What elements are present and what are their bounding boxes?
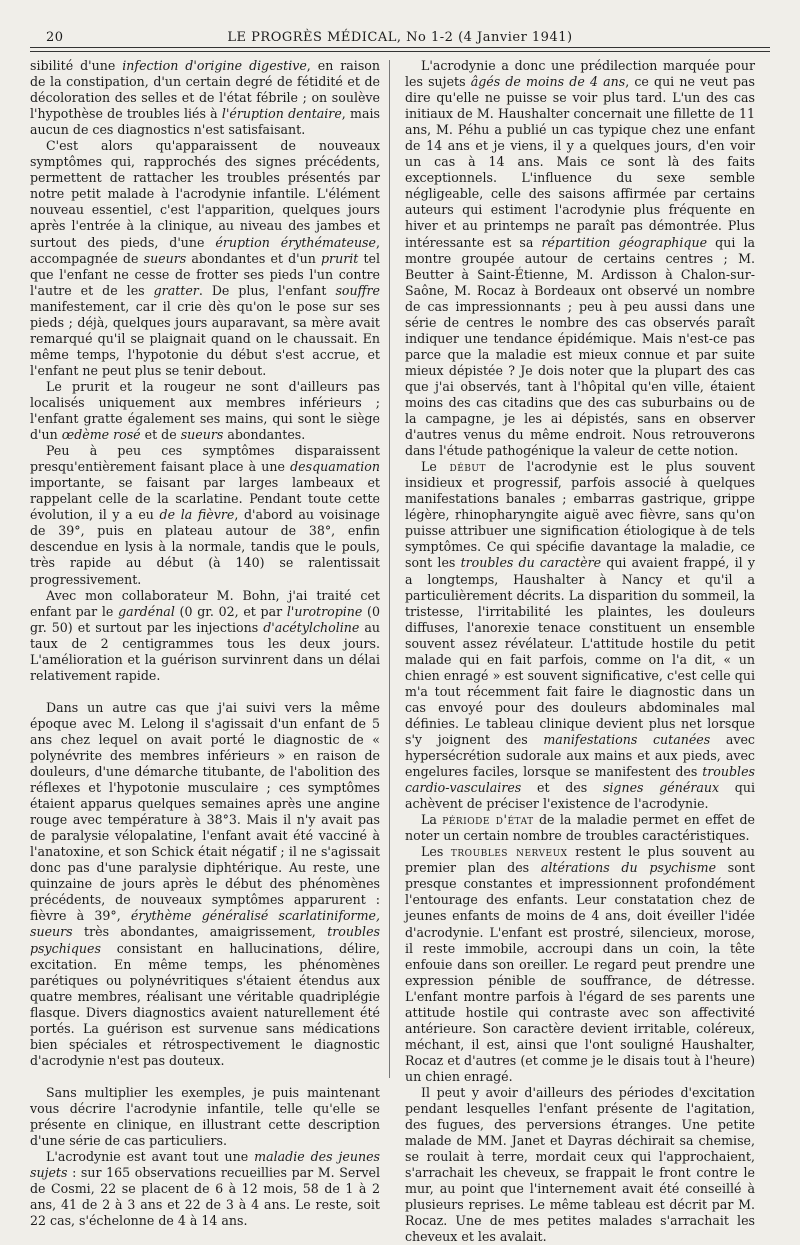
text-run: restent le plus souvent au premier plan des (405, 844, 755, 876)
text-run: Il peut y avoir d'ailleurs des périodes d'excitation pendant lesquelles l'enfant présente de l'agitation, des fugues, des perversions étranges. Une petite malade de MM. Janet et Dayras déchirait sa chemise, se roulait à terre, mordait ceux qui l'approchaient, s'arrachait les cheveux, se frappait le front contre le mur, au point que l'internement avait été conseillé à plusieurs reprises. Le même tableau est décrit par M. Rocaz. Une de mes petites malades s'arrachait les cheveux et les avalait. (405, 1085, 755, 1245)
italic-term: infection d'origine digestive (122, 58, 307, 73)
text-run: C'est alors qu'apparaissent de nouveaux symptômes qui, rapprochés des signes précédents, permettent de rattacher les troubles présentés par notre petit malade à l'acrodynie infantile. L'élément nouveau essentiel, c'est l'apparition, quelques jours après l'entrée à la clinique, au niveau des jambes et surtout des pieds, d'une (30, 138, 380, 250)
italic-term: d'acétylcholine (263, 619, 360, 635)
header-rule-top (30, 47, 770, 48)
italic-term: érythème généralisé scarlatiniforme, sueurs (30, 908, 380, 940)
text-run: , d'abord au voisinage de 39°, puis en plateau autour de 38°, enfin descendue en lysis à la normale, tandis que le pouls, très rapide au début (à 140) se ralentissait progressivement. (30, 507, 380, 587)
text-run: (0 gr. 50) et surtout par les injections (30, 603, 380, 635)
text-run: sont presque constantes et impressionnent profondément l'entourage des enfants. Leur constatation chez de jeunes enfants de moins de 4 ans, doit éveiller l'idée d'acrodynie. L'enfant est prostré, silencieux, morose, il reste immobile, accroupi dans un coin, la tête enfouie dans son oreiller. Le regard peut prendre une expression pénible de souffrance, de détresse. L'enfant montre parfois à l'égard de ses parents une attitude hostile qui contraste avec son affectivité antérieure. Son caractère devient irritable, coléreux, méchant, il est, ainsi que l'ont souligné Haushalter, Rocaz et d'autres (et comme je le disais tout à l'heure) un chien enragé. (405, 860, 755, 1084)
running-title: LE PROGRÈS MÉDICAL, No 1-2 (4 Janvier 1941) (227, 30, 573, 45)
text-run: Dans un autre cas que j'ai suivi vers la même époque avec M. Lelong il s'agissait d'un enfant de 5 ans chez lequel on avait porté le diagnostic de « polynévrite des membres inférieurs » en raison de douleurs, d'une démarche titubante, de l'abolition des réflexes et l'hypotonie musculaire ; ces symptômes étaient apparus quelques semaines après une angine rouge avec température à 38°3. Mais il n'y avait pas de paralysie vélopalatine, l'enfant avait été vacciné à l'anatoxine, et son Schick était négatif ; il ne s'agissait donc pas d'une paralysie diphtérique. Au reste, une quinzaine de jours après le début des phénomènes précédents, de nouveaux symptômes apparurent : fièvre à 39°, (30, 699, 380, 924)
right-column (405, 58, 755, 1245)
text-run: au taux de 2 centigrammes tous les deux jours. L'amélioration et la guérison survinrent dans un délai relativement rapide. (30, 619, 380, 683)
text-run: sibilité d'une (30, 58, 123, 73)
text-run: : sur 165 observations recueillies par M. Servel de Cosmi, 22 se placent de 6 à 12 mois, 58 de 1 à 2 ans, 41 de 2 à 3 ans et 22 de 3 à 4 ans. Le reste, soit 22 cas, s'échelonne de 4 à 14 ans. (30, 1165, 380, 1229)
paragraph (30, 58, 380, 138)
italic-term: gratter (153, 282, 199, 298)
italic-term: de la fièvre (159, 507, 235, 523)
left-column (30, 58, 380, 1229)
text-run: . De plus, l'enfant (198, 282, 336, 298)
italic-term: maladie des jeunes sujets (30, 1149, 380, 1181)
text-run: de la maladie permet en effet de noter un certain nombre de troubles caractéristiques. (405, 812, 755, 844)
paragraph (405, 459, 755, 812)
italic-term: desquamation (290, 459, 380, 475)
italic-term: éruption érythémateuse (215, 234, 376, 250)
text-run: Peu à peu ces symptômes disparaissent presqu'entièrement faisant place à une (30, 443, 380, 475)
text-run: (0 gr. 02, et par (174, 603, 287, 619)
text-run: abondantes. (223, 427, 306, 443)
italic-term: l'éruption dentaire (221, 106, 342, 122)
text-run: de l'acrodynie est le plus souvent insidieux et progressif, parfois associé à quelques manifestations banales ; embarras gastrique, grippe légère, rhinopharyngite aiguë avec fièvre, sans qu'on puisse attribuer une signification étiologique à de tels symptômes. Ce qui spécifie davantage la maladie, ce sont les (405, 459, 755, 571)
paragraph (30, 1085, 380, 1149)
text-run: Sans multiplier les exemples, je puis maintenant vous décrire l'acrodynie infantile, telle qu'elle se présente en clinique, en illustrant cette description d'une série de cas particuliers. (30, 1084, 380, 1149)
text-run: et des (521, 780, 603, 796)
text-run: Les (421, 844, 451, 860)
italic-term: manifestations cutanées (543, 731, 711, 747)
text-run: , en raison de la constipation, d'un certain degré de fétidité et de décoloration des selles et de l'état fébrile ; on soulève l'hypothèse de troubles liés à (30, 58, 380, 122)
text-run: , ce qui ne veut pas dire qu'elle ne puisse se voir plus tard. L'un des cas initiaux de M. Haushalter concernait une fillette de 11 ans, M. Péhu a publié un cas typique chez une enfant de 14 ans et je viens, il y a quelques jours, d'en voir un cas à 14 ans. Mais ce sont là des faits exceptionnels. L'influence du sexe semble négligeable, celle des saisons affirmée par certains auteurs qui estiment l'acrodynie plus fréquente en hiver et au printemps ne paraît pas démontrée. Plus intéressante est sa (405, 74, 756, 250)
italic-term: sueurs (180, 427, 224, 443)
text-run: tel que l'enfant ne cesse de frotter ses pieds l'un contre l'autre et de les (30, 250, 381, 298)
text-run: Avec mon collaborateur M. Bohn, j'ai traité cet enfant par le (30, 587, 380, 619)
italic-term: prurit (321, 250, 359, 266)
italic-term: souffre (335, 282, 380, 298)
paragraph (30, 700, 380, 1069)
text-run: L'acrodynie a donc une prédilection marquée pour les sujets (405, 58, 755, 90)
paragraph (30, 379, 380, 443)
text-run: avec hypersécrétion sudorale aux mains et aux pieds, avec engelures faciles, lorsque se manifestent des (405, 731, 755, 780)
italic-term: troubles cardio-vasculaires (405, 764, 755, 796)
text-run: très abondantes, amaigrissement, (72, 924, 328, 940)
page-header (30, 28, 770, 48)
paragraph (30, 443, 380, 587)
text-run: Le (421, 459, 450, 475)
italic-term: sueurs (143, 250, 187, 266)
small-caps-heading: troubles nerveux (450, 844, 568, 860)
italic-term: altérations du psychisme (540, 860, 717, 876)
italic-term: signes généraux (602, 780, 720, 796)
text-run: qui achèvent de préciser l'existence de l'acrodynie. (405, 780, 755, 812)
text-run: consistant en hallucinations, délire, excitation. En même temps, les phénomènes parétiques ou polynévritiques s'étaient étendus aux quatre membres, réalisant une véritable quadriplégie flasque. Divers diagnostics avaient naturellement été portés. La guérison est survenue sans médications bien spéciales et rétrospectivement le diagnostic d'acrodynie n'est pas douteux. (30, 940, 380, 1068)
italic-term: œdème rosé (61, 427, 141, 443)
italic-term: âgés de moins de 4 ans (470, 74, 626, 90)
paragraph (405, 844, 755, 1085)
text-run: et de (140, 427, 181, 443)
text-run: , accompagnée de (30, 234, 380, 266)
text-run: La (421, 812, 443, 828)
text-run: L'acrodynie est avant tout une (46, 1149, 255, 1165)
text-run: manifestement, car il crie dès qu'on le pose sur ses pieds ; déjà, quelques jours auparavant, sa mère avait remarqué qu'il se plaignait quand on le chaussait. En même temps, l'hypotonie du début s'est accrue, et l'enfant ne peut plus se tenir debout. (30, 298, 380, 378)
text-run: qui la montre groupée autour de certains centres ; M. Beutter à Saint-Étienne, M. Ardisson à Chalon-sur-Saône, M. Rocaz à Bordeaux ont observé un nombre de cas impressionnants ; peu à peu aussi dans une série de centres le nombre des cas observés paraît indiquer une tendance épidémique. Mais n'est-ce pas parce que la maladie est mieux connue et par suite mieux dépistée ? Je dois noter que la plupart des cas que j'ai observés, tant à l'hôpital qu'en ville, étaient moins des cas citadins que des cas suburbains ou de la campagne, je les ai dépistés, sans en observer d'autres venus du même endroit. Nous retrouverons dans l'étude pathogénique la valeur de cette notion. (405, 234, 755, 459)
paragraph (405, 812, 755, 844)
italic-term: gardénal (118, 603, 175, 619)
paragraph (405, 1085, 755, 1245)
text-run: importante, se faisant par larges lambeaux et rappelant celle de la scarlatine. Pendant toute cette évolution, il y a eu (30, 475, 380, 523)
paragraph (30, 588, 380, 684)
italic-term: l'urotropine (286, 603, 363, 619)
page-number: 20 (46, 30, 64, 45)
small-caps-heading: période d'état (442, 812, 534, 828)
header-rule-bottom (30, 51, 770, 52)
text-run: Le prurit et la rougeur ne sont d'ailleurs pas localisés uniquement aux membres inférieurs ; l'enfant gratte également ses mains, qui sont le siège d'un (30, 378, 380, 443)
text-run: qui avaient frappé, il y a longtemps, Haushalter à Nancy et qu'il a particulièrement décrits. La disparition du sommeil, la tristesse, l'irritabilité les plaintes, les douleurs diffuses, l'anorexie tenace constituent un ensemble souvent assez révélateur. L'attitude hostile du petit malade qui en fait parfois, comme on l'a dit, « un chien enragé » est souvent significative, c'est celle qui m'a tout récemment fait faire le diagnostic dans un cas envoyé pour des douleurs abdominales mal définies. Le tableau clinique devient plus net lorsque s'y joignent des (405, 555, 755, 747)
column-divider (389, 60, 390, 1078)
small-caps-heading: début (449, 459, 486, 475)
paragraph (30, 1149, 380, 1229)
paragraph (30, 138, 380, 379)
italic-term: troubles du caractère (460, 555, 602, 571)
text-run: , mais aucun de ces diagnostics n'est satisfaisant. (30, 106, 380, 138)
italic-term: répartition géographique (541, 234, 708, 250)
italic-term: troubles psychiques (30, 924, 380, 956)
text-run: abondantes et d'un (186, 250, 321, 266)
paragraph (405, 58, 755, 459)
